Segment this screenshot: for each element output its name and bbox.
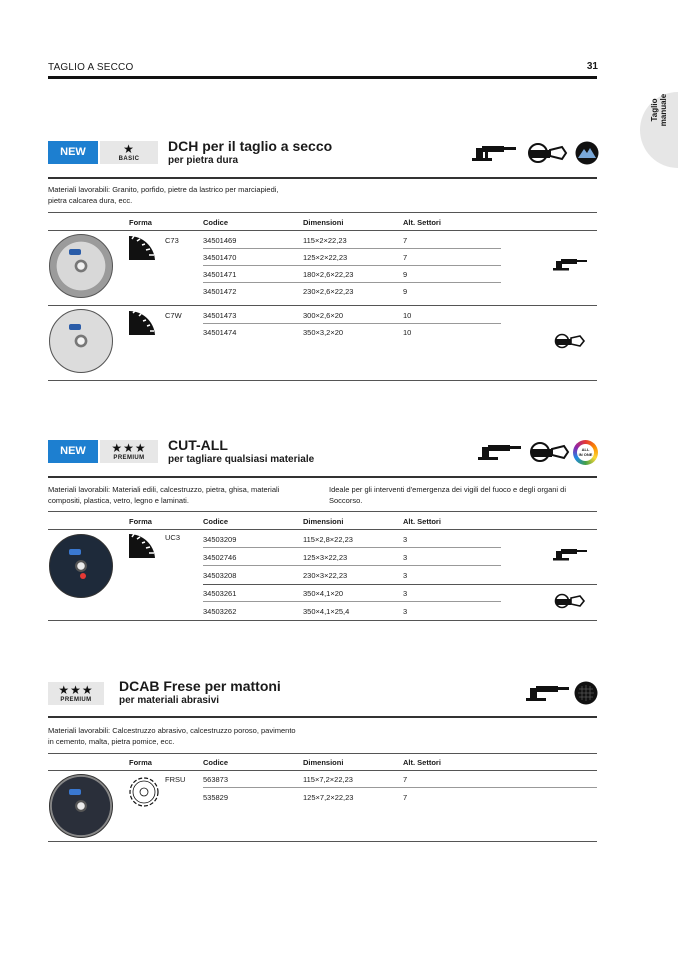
dimensioni-cell: 230×2,6×22,23: [303, 287, 354, 296]
row-rule: [203, 248, 501, 249]
row-rule: [203, 601, 501, 602]
col-header-forma: Forma: [129, 218, 152, 227]
cut-off-saw-icon: [552, 333, 586, 349]
alt-cell: 9: [403, 270, 408, 279]
dimensioni-cell: 115×7,2×22,23: [303, 775, 353, 784]
grade-stars: ★: [123, 142, 135, 156]
dimensioni-cell: 115×2,8×22,23: [303, 535, 353, 544]
blade-c7w-image: [49, 309, 113, 373]
frsu-segment-shape-icon: [127, 775, 161, 809]
forma-code: C7W: [165, 311, 182, 320]
col-header-codice: Codice: [203, 517, 229, 526]
col-header-alt: Alt. Settori: [403, 517, 441, 526]
table-header-rule: [48, 230, 597, 231]
codice-cell: 34501474: [203, 328, 237, 337]
row-rule: [203, 282, 501, 283]
forma-code: C73: [165, 236, 179, 245]
table-header-rule: [48, 529, 597, 530]
all-in-one-label: [577, 444, 594, 461]
red-dot-icon: [80, 573, 86, 579]
side-tab-line2: manuale: [659, 93, 668, 127]
alt-cell: 7: [403, 793, 408, 802]
table-top-rule: [48, 511, 597, 512]
table-top-rule: [48, 753, 597, 754]
col-header-forma: Forma: [129, 517, 152, 526]
codice-cell: 563873: [203, 775, 229, 784]
section-title: DCAB Frese per mattoni: [119, 678, 281, 694]
forma-code: FRSU: [165, 775, 186, 784]
col-header-dimensioni: Dimensioni: [303, 758, 344, 767]
note-line: Soccorso.: [329, 496, 363, 505]
alt-cell: 7: [403, 236, 408, 245]
section-note: [329, 484, 566, 506]
blade-c73-image: [49, 234, 113, 298]
side-tab-line1: Taglio: [650, 98, 659, 122]
col-header-codice: Codice: [203, 758, 229, 767]
alt-cell: 3: [403, 535, 408, 544]
codice-cell: 34501473: [203, 311, 237, 320]
codice-cell: 34501469: [203, 236, 237, 245]
codice-cell: 34501472: [203, 287, 237, 296]
angle-grinder-icon: [552, 546, 588, 562]
alt-cell: 3: [403, 589, 408, 598]
dimensioni-cell: 125×3×22,23: [303, 553, 348, 562]
section-subtitle: per pietra dura: [168, 155, 239, 166]
description-line: compositi, plastica, vetro, legno e laminati.: [48, 496, 189, 505]
all-in-one-label-line: ALL: [581, 447, 590, 452]
description-line: Materiali lavorabili: Calcestruzzo abrasivo, calcestruzzo poroso, pavimento: [48, 726, 296, 735]
all-in-one-label-line: IN ONE: [578, 452, 593, 457]
grade-badge: [48, 682, 104, 705]
codice-cell: 34503208: [203, 571, 237, 580]
brand-logo-icon: [69, 789, 81, 795]
segment-shape-icon: [129, 236, 157, 260]
alt-cell: 3: [403, 571, 408, 580]
description-line: pietra calcarea dura, ecc.: [48, 196, 133, 205]
abrasive-material-icon: [574, 681, 598, 705]
header-rule: [48, 76, 597, 79]
angle-grinder-icon: [524, 682, 570, 704]
angle-grinder-icon: [470, 142, 518, 164]
col-header-alt: Alt. Settori: [403, 758, 441, 767]
side-tab-label: [650, 90, 668, 130]
row-rule: [203, 584, 597, 585]
codice-cell: 34501470: [203, 253, 237, 262]
grade-badge: [100, 141, 158, 164]
row-rule: [203, 547, 501, 548]
cut-off-saw-icon: [552, 593, 586, 609]
dimensioni-cell: 350×4,1×20: [303, 589, 344, 598]
alt-cell: 10: [403, 311, 412, 320]
table-bottom-rule: [48, 620, 597, 621]
section-rule: [48, 476, 597, 478]
col-header-dimensioni: Dimensioni: [303, 517, 344, 526]
grade-badge: [100, 440, 158, 463]
row-rule: [203, 565, 501, 566]
brand-logo-icon: [69, 549, 81, 555]
codice-cell: 535829: [203, 793, 229, 802]
table-header-rule: [48, 770, 597, 771]
alt-cell: 3: [403, 553, 408, 562]
cut-off-saw-icon: [526, 441, 570, 463]
col-header-forma: Forma: [129, 758, 152, 767]
dimensioni-cell: 230×3×22,23: [303, 571, 348, 580]
table-top-rule: [48, 212, 597, 213]
dimensioni-cell: 125×2×22,23: [303, 253, 348, 262]
header-title: TAGLIO A SECCO: [48, 62, 134, 73]
section-description: [48, 484, 279, 506]
table-bottom-rule: [48, 380, 597, 381]
description-line: in cemento, malta, pietra pomice, ecc.: [48, 737, 175, 746]
alt-cell: 7: [403, 253, 408, 262]
dimensioni-cell: 350×3,2×20: [303, 328, 344, 337]
codice-cell: 34503209: [203, 535, 237, 544]
codice-cell: 34501471: [203, 270, 237, 279]
row-rule: [203, 265, 501, 266]
col-header-dimensioni: Dimensioni: [303, 218, 344, 227]
section-subtitle: per materiali abrasivi: [119, 695, 220, 706]
dimensioni-cell: 125×7,2×22,23: [303, 793, 354, 802]
new-badge: NEW: [48, 141, 98, 164]
section-subtitle: per tagliare qualsiasi materiale: [168, 454, 315, 465]
group-rule: [48, 305, 597, 306]
dimensioni-cell: 115×2×22,23: [303, 236, 347, 245]
section-rule: [48, 716, 597, 718]
dimensioni-cell: 180×2,6×22,23: [303, 270, 354, 279]
alt-cell: 3: [403, 607, 408, 616]
codice-cell: 34503262: [203, 607, 237, 616]
description-line: Materiali lavorabili: Granito, porfido, pietre da lastrico per marciapiedi,: [48, 185, 279, 194]
row-rule: [203, 787, 597, 788]
section-description: [48, 184, 279, 206]
brand-logo-icon: [69, 324, 81, 330]
dimensioni-cell: 300×2,6×20: [303, 311, 344, 320]
hard-stone-material-icon: [575, 141, 599, 165]
dimensioni-cell: 350×4,1×25,4: [303, 607, 350, 616]
grade-name: PREMIUM: [113, 455, 145, 461]
section-title: DCH per il taglio a secco: [168, 138, 333, 154]
blade-frsu-image: [49, 774, 113, 838]
table-bottom-rule: [48, 841, 597, 842]
description-line: Materiali lavorabili: Materiali edili, calcestruzzo, pietra, ghisa, materiali: [48, 485, 280, 494]
brand-logo-icon: [69, 249, 81, 255]
angle-grinder-icon: [552, 256, 588, 272]
col-header-codice: Codice: [203, 218, 229, 227]
alt-cell: 9: [403, 287, 408, 296]
alt-cell: 7: [403, 775, 408, 784]
blade-uc3-image: [49, 534, 113, 598]
grade-stars: ★★★: [111, 441, 147, 455]
section-rule: [48, 177, 597, 179]
forma-code: UC3: [165, 533, 181, 542]
grade-name: BASIC: [118, 156, 140, 162]
alt-cell: 10: [403, 328, 412, 337]
page-number: 31: [586, 61, 598, 72]
all-in-one-icon: [573, 440, 598, 465]
segment-shape-icon: [129, 311, 157, 335]
section-title: CUT-ALL: [168, 437, 228, 453]
grade-name: PREMIUM: [60, 697, 92, 703]
row-rule: [203, 323, 501, 324]
cut-off-saw-icon: [524, 142, 568, 164]
segment-shape-icon: [129, 534, 157, 558]
codice-cell: 34502746: [203, 553, 237, 562]
codice-cell: 34503261: [203, 589, 237, 598]
grade-stars: ★★★: [58, 683, 94, 697]
angle-grinder-icon: [476, 441, 522, 463]
col-header-alt: Alt. Settori: [403, 218, 441, 227]
new-badge: NEW: [48, 440, 98, 463]
section-description: [48, 725, 296, 747]
note-line: Ideale per gli interventi d'emergenza dei vigili del fuoco e degli organi di: [329, 485, 566, 494]
